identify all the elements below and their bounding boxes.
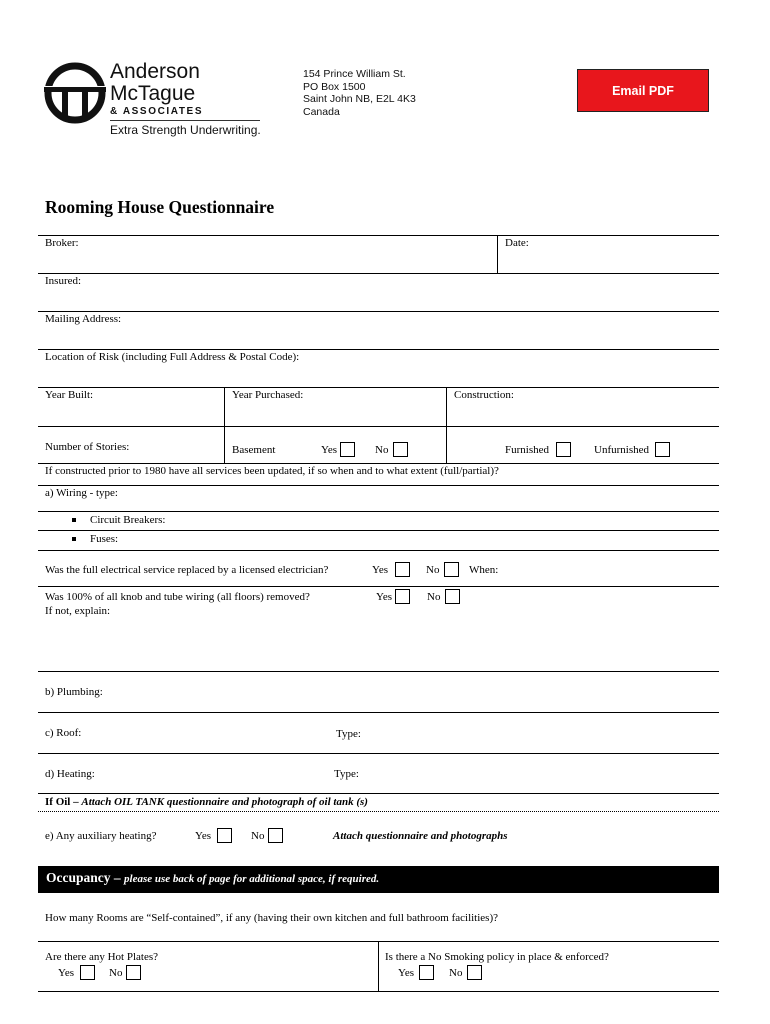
logo-tagline: Extra Strength Underwriting. — [110, 123, 261, 137]
heating-label: d) Heating: — [45, 768, 95, 780]
address-line: PO Box 1500 — [303, 80, 366, 93]
basement-yes-checkbox[interactable] — [340, 442, 355, 457]
electrician-when-label: When: — [469, 564, 499, 576]
form-rule — [38, 426, 719, 427]
year-purchased-label: Year Purchased: — [232, 389, 304, 401]
form-rule — [38, 511, 719, 512]
logo-name-line2: McTague — [110, 82, 196, 105]
form-rule — [378, 941, 379, 991]
knob-tube-yes-checkbox[interactable] — [395, 589, 410, 604]
mailing-address-label: Mailing Address: — [45, 313, 122, 325]
knob-tube-no-checkbox[interactable] — [445, 589, 460, 604]
no-smoking-no-label: No — [449, 967, 463, 979]
basement-no-label: No — [375, 444, 389, 456]
occupancy-heading — [46, 870, 379, 886]
form-rule — [38, 485, 719, 486]
page-title: Rooming House Questionnaire — [45, 197, 275, 217]
occupancy-section-header — [38, 866, 719, 893]
logo-name-line3: & ASSOCIATES — [110, 106, 204, 117]
no-smoking-yes-label: Yes — [398, 967, 415, 979]
form-rule — [38, 387, 719, 388]
address-line: Canada — [303, 105, 340, 118]
basement-yes-label: Yes — [321, 444, 338, 456]
bullet-icon — [72, 518, 76, 522]
aux-heating-yes-checkbox[interactable] — [217, 828, 232, 843]
form-rule — [38, 793, 719, 794]
form-rule — [224, 387, 225, 463]
aux-heating-no-label: No — [251, 830, 265, 842]
attach-questionnaire-note: Attach questionnaire and photographs — [333, 830, 508, 842]
occupancy-subtitle: please use back of page for additional space, if required. — [124, 873, 380, 885]
address-line: Saint John NB, E2L 4K3 — [303, 93, 416, 105]
construction-label: Construction: — [454, 389, 514, 401]
electrician-question: Was the full electrical service replaced by a licensed electrician? — [45, 564, 329, 576]
auxiliary-heating-question: e) Any auxiliary heating? — [45, 830, 157, 842]
electrician-no-label: No — [426, 564, 440, 576]
oil-note-lead: If Oil – — [45, 796, 82, 808]
self-contained-question: How many Rooms are “Self-contained”, if any (having their own kitchen and full bathroom facilities)? — [45, 912, 498, 924]
unfurnished-checkbox[interactable] — [655, 442, 670, 457]
electrician-yes-label: Yes — [372, 564, 389, 576]
bullet-icon — [72, 537, 76, 541]
form-rule — [38, 991, 719, 992]
roof-label: c) Roof: — [45, 727, 82, 739]
wiring-type-label: a) Wiring - type: — [45, 487, 118, 499]
no-smoking-question: Is there a No Smoking policy in place & enforced? — [385, 951, 609, 963]
date-label: Date: — [505, 237, 529, 249]
no-smoking-yes-checkbox[interactable] — [419, 965, 434, 980]
form-rule — [38, 530, 719, 531]
knob-tube-yes-label: Yes — [376, 591, 393, 603]
knob-tube-no-label: No — [427, 591, 441, 603]
furnished-label: Furnished — [505, 444, 549, 456]
form-rule — [38, 586, 719, 587]
number-of-stories-label: Number of Stories: — [45, 441, 130, 453]
heating-type-label: Type: — [334, 768, 359, 780]
oil-note-text: Attach OIL TANK questionnaire and photograph of oil tank (s) — [81, 796, 368, 808]
hot-plates-no-checkbox[interactable] — [126, 965, 141, 980]
prior-1980-question: If constructed prior to 1980 have all services been updated, if so when and to what extent (full/partial)? — [45, 465, 499, 477]
roof-type-label: Type: — [336, 728, 361, 740]
no-smoking-no-checkbox[interactable] — [467, 965, 482, 980]
location-of-risk-label: Location of Risk (including Full Address & Postal Code): — [45, 351, 300, 363]
aux-heating-yes-label: Yes — [195, 830, 212, 842]
email-pdf-button[interactable]: Email PDF — [577, 69, 709, 112]
basement-no-checkbox[interactable] — [393, 442, 408, 457]
aux-heating-no-checkbox[interactable] — [268, 828, 283, 843]
form-rule — [38, 311, 719, 312]
year-built-label: Year Built: — [45, 389, 94, 401]
broker-label: Broker: — [45, 237, 79, 249]
insured-label: Insured: — [45, 275, 82, 287]
occupancy-heading-label: Occupancy – — [46, 870, 125, 885]
form-rule — [38, 273, 719, 274]
circuit-breakers-label: Circuit Breakers: — [90, 514, 166, 526]
form-rule — [38, 463, 719, 464]
hot-plates-yes-checkbox[interactable] — [80, 965, 95, 980]
address-line: 154 Prince William St. — [303, 68, 406, 80]
electrician-no-checkbox[interactable] — [444, 562, 459, 577]
form-rule — [38, 349, 719, 350]
electrician-yes-checkbox[interactable] — [395, 562, 410, 577]
hot-plates-no-label: No — [109, 967, 123, 979]
company-address — [303, 68, 416, 118]
knob-tube-question: Was 100% of all knob and tube wiring (all floors) removed? — [45, 591, 310, 603]
unfurnished-label: Unfurnished — [594, 444, 649, 456]
form-rule — [38, 235, 719, 236]
form-rule — [446, 387, 447, 463]
hot-plates-yes-label: Yes — [58, 967, 75, 979]
oil-note — [45, 796, 368, 808]
company-logo-mark — [44, 62, 106, 124]
form-rule — [38, 712, 719, 713]
logo-name-line1: Anderson — [110, 60, 200, 83]
form-rule — [38, 550, 719, 551]
form-rule — [38, 753, 719, 754]
fuses-label: Fuses: — [90, 533, 119, 545]
basement-label: Basement — [232, 444, 276, 456]
form-rule — [38, 671, 719, 672]
hot-plates-question: Are there any Hot Plates? — [45, 951, 159, 963]
form-rule — [497, 235, 498, 273]
plumbing-label: b) Plumbing: — [45, 686, 103, 698]
logo-divider — [110, 120, 260, 121]
knob-tube-explain-label: If not, explain: — [45, 605, 111, 617]
form-rule — [38, 811, 719, 812]
furnished-checkbox[interactable] — [556, 442, 571, 457]
